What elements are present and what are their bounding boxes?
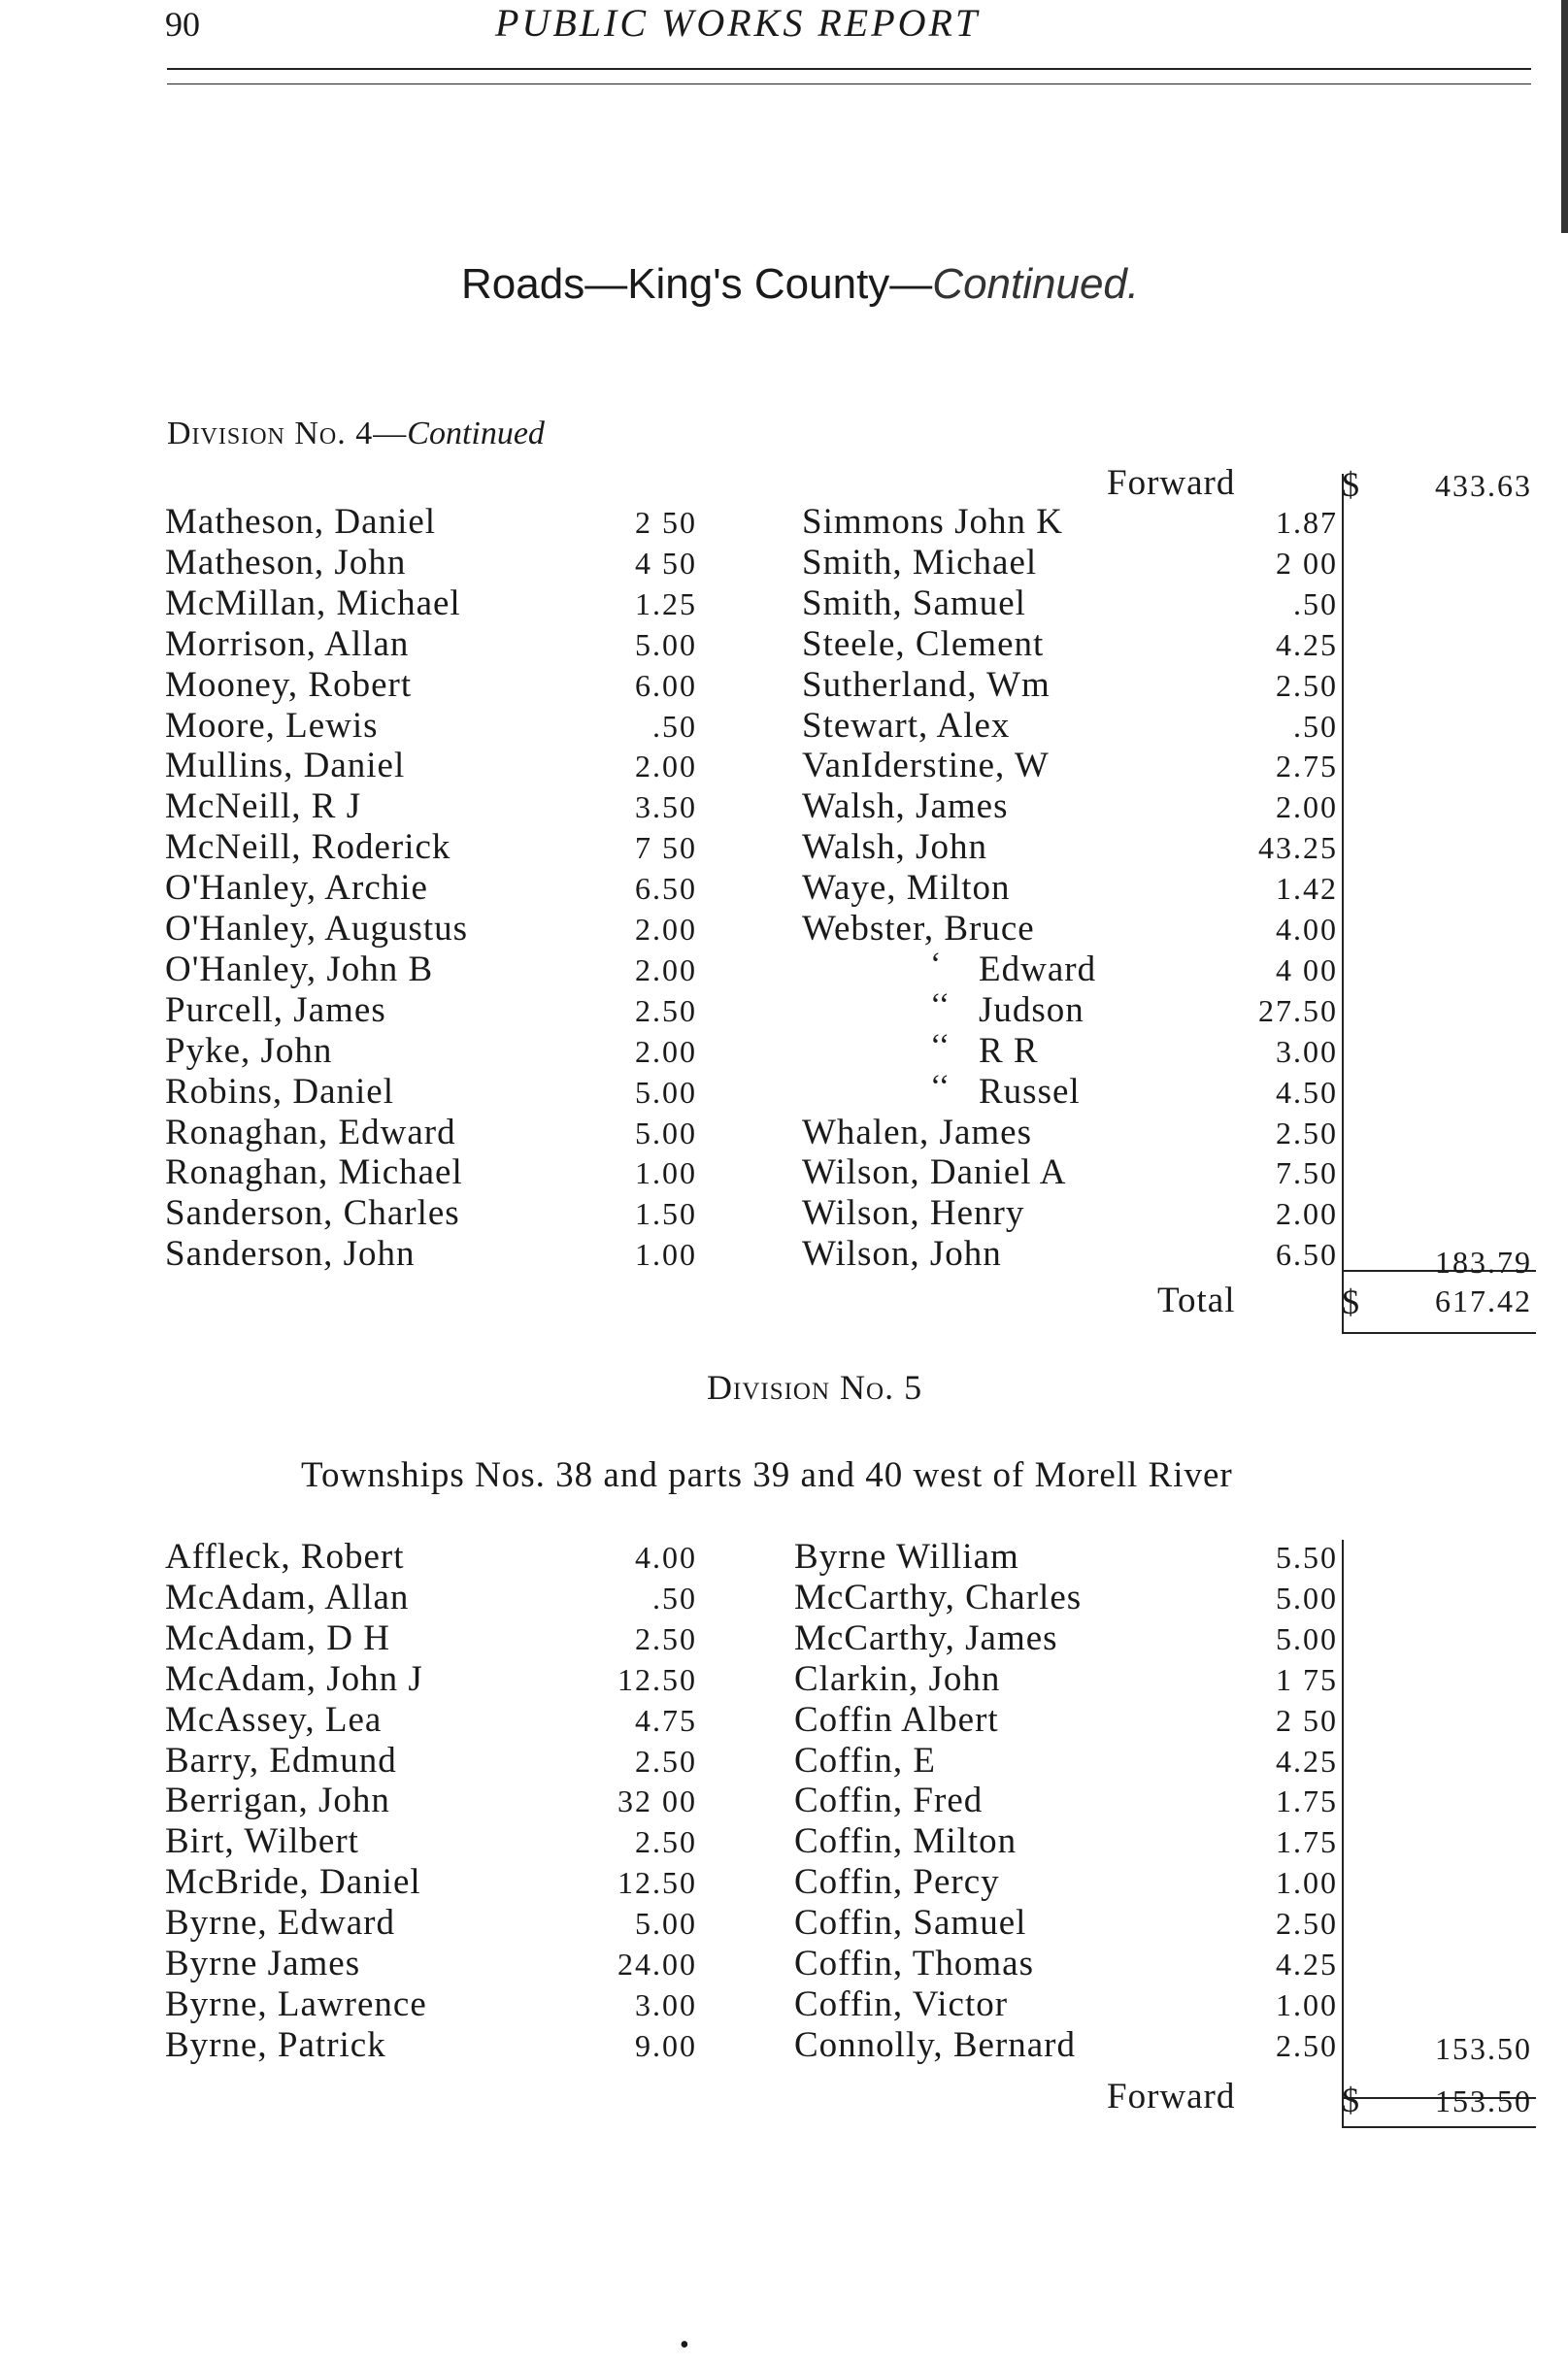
entry-amount: 4.75 xyxy=(635,1702,697,1738)
division-4-total-rule-vertical xyxy=(1342,1280,1344,1334)
entry-name: McAdam, Allan xyxy=(165,1577,410,1617)
entry-name: Affleck, Robert xyxy=(165,1537,405,1577)
division-4-total-amount: 617.42 xyxy=(1435,1283,1532,1318)
entry-name: Pyke, John xyxy=(165,1030,333,1071)
entry-amount: 7.50 xyxy=(1276,1155,1338,1191)
division-5-subheading: Townships Nos. 38 and parts 39 and 40 west of Morell River xyxy=(301,1455,1233,1495)
entry-amount: 27.50 xyxy=(1258,992,1338,1028)
entry-name: Byrne William xyxy=(794,1537,1019,1577)
entry-amount: 4.00 xyxy=(1276,912,1338,947)
entry-name: Coffin, E xyxy=(794,1740,937,1781)
page-number: 90 xyxy=(165,5,200,44)
entry-amount: 4 00 xyxy=(1276,951,1338,987)
entry-amount: 24.00 xyxy=(617,1947,697,1982)
division-4-total-dollar: $ xyxy=(1342,1283,1361,1321)
ditto-mark: ‘‘ xyxy=(930,1027,951,1064)
entry-amount: 2.75 xyxy=(1276,749,1338,784)
entry-amount: 1 75 xyxy=(1276,1661,1338,1697)
entry-amount: .50 xyxy=(1293,585,1338,621)
division-5-forward-rule xyxy=(1342,2126,1536,2128)
entry-name: Coffin, Victor xyxy=(794,1983,1009,2024)
division-5-heading: Division No. 5 xyxy=(707,1368,923,1407)
page-title xyxy=(461,260,1139,309)
entry-name: Sutherland, Wm xyxy=(802,664,1051,705)
entry-amount: 1.00 xyxy=(635,1237,697,1273)
entry-name: Stewart, Alex xyxy=(802,705,1011,746)
division-4-label: Division No. 4— xyxy=(167,416,408,451)
entry-amount: 1.00 xyxy=(1276,1986,1338,2022)
entry-name: Coffin Albert xyxy=(794,1699,999,1740)
entry-name: McMillan, Michael xyxy=(165,583,461,623)
entry-amount: .50 xyxy=(652,1580,697,1616)
entry-name: Coffin, Samuel xyxy=(794,1903,1027,1944)
entry-amount: 2.50 xyxy=(1276,2027,1338,2063)
entry-name: Robins, Daniel xyxy=(165,1071,394,1112)
entry-amount: 2.50 xyxy=(1276,1906,1338,1942)
entry-name: Wilson, Henry xyxy=(802,1193,1025,1234)
header-rule xyxy=(167,68,1531,70)
entry-name: Coffin, Milton xyxy=(794,1821,1018,1862)
division-5-forward-label: Forward xyxy=(1107,2077,1236,2116)
entry-amount: 5.50 xyxy=(1276,1540,1338,1575)
entry-name: O'Hanley, John B xyxy=(165,949,434,989)
entry-name: Sanderson, Charles xyxy=(165,1193,460,1234)
division-5-forward-rule-vertical xyxy=(1342,2078,1344,2128)
entry-name: Byrne, Edward xyxy=(165,1903,395,1944)
entry-amount: 5.00 xyxy=(1276,1620,1338,1656)
division-4-forward-dollar: $ xyxy=(1342,465,1361,504)
ditto-mark: ‘‘ xyxy=(930,986,951,1023)
division-4-continued: Continued xyxy=(407,416,545,451)
entry-amount: 4.00 xyxy=(635,1540,697,1575)
entry-name: Morrison, Allan xyxy=(165,623,410,664)
entry-name: O'Hanley, Augustus xyxy=(165,909,469,949)
running-head: PUBLIC WORKS REPORT xyxy=(495,1,981,45)
entry-amount: 2 50 xyxy=(635,505,697,540)
entry-amount: 2.50 xyxy=(1276,1115,1338,1150)
entry-name: Mullins, Daniel xyxy=(165,746,406,786)
entry-name: Mooney, Robert xyxy=(165,664,413,705)
entry-amount: 32 00 xyxy=(617,1783,697,1819)
entry-amount: 3.00 xyxy=(1276,1033,1338,1069)
entry-amount: 2.50 xyxy=(635,1620,697,1656)
entry-amount: 2.50 xyxy=(635,992,697,1028)
entry-name: Matheson, John xyxy=(165,542,407,583)
division-5-column-rule xyxy=(1342,1540,1344,2113)
entry-name: Edward xyxy=(979,949,1097,989)
entry-amount: 6.50 xyxy=(635,871,697,907)
entry-amount: 1.25 xyxy=(635,585,697,621)
division-5-subtotal: 153.50 xyxy=(1435,2031,1532,2066)
entry-name: Byrne, Patrick xyxy=(165,2024,386,2065)
entry-amount: 4.25 xyxy=(1276,626,1338,662)
entry-amount: 4.50 xyxy=(1276,1074,1338,1110)
entry-amount: .50 xyxy=(652,708,697,744)
entry-name: Smith, Samuel xyxy=(802,583,1026,623)
entry-name: Walsh, John xyxy=(802,827,987,868)
entry-name: Matheson, Daniel xyxy=(165,502,437,542)
entry-amount: 2.00 xyxy=(1276,789,1338,825)
division-4-forward-amount: 433.63 xyxy=(1435,468,1532,503)
entry-name: Byrne, Lawrence xyxy=(165,1983,427,2024)
entry-name: Connolly, Bernard xyxy=(794,2024,1077,2065)
entry-name: Webster, Bruce xyxy=(802,909,1035,949)
entry-amount: 1.87 xyxy=(1276,505,1338,540)
entry-amount: 2.00 xyxy=(635,912,697,947)
entry-name: Ronaghan, Michael xyxy=(165,1152,463,1193)
entry-name: Steele, Clement xyxy=(802,623,1045,664)
entry-name: Judson xyxy=(979,989,1084,1030)
entry-amount: 7 50 xyxy=(635,830,697,866)
entry-name: Walsh, James xyxy=(802,786,1009,827)
entry-amount: 2 00 xyxy=(1276,545,1338,581)
entry-name: McBride, Daniel xyxy=(165,1862,421,1903)
entry-amount: 43.25 xyxy=(1258,830,1338,866)
entry-amount: 1.75 xyxy=(1276,1783,1338,1819)
division-4-heading xyxy=(167,416,545,452)
page-edge-shadow xyxy=(1561,0,1568,233)
ditto-mark: ‘ xyxy=(930,946,942,983)
entry-amount: 2.00 xyxy=(635,1033,697,1069)
entry-name: Wilson, John xyxy=(802,1234,1002,1275)
entry-name: Berrigan, John xyxy=(165,1781,390,1821)
entry-amount: 5.00 xyxy=(635,1074,697,1110)
entry-amount: 2.50 xyxy=(635,1824,697,1860)
entry-name: McCarthy, James xyxy=(794,1617,1058,1658)
entry-amount: 1.42 xyxy=(1276,871,1338,907)
entry-name: Sanderson, John xyxy=(165,1234,416,1275)
entry-amount: 9.00 xyxy=(635,2027,697,2063)
entry-name: Moore, Lewis xyxy=(165,705,379,746)
entry-name: Coffin, Percy xyxy=(794,1862,1000,1903)
entry-amount: 12.50 xyxy=(617,1865,697,1901)
entry-name: Birt, Wilbert xyxy=(165,1821,359,1862)
entry-name: Smith, Michael xyxy=(802,542,1038,583)
entry-name: R R xyxy=(979,1030,1039,1071)
division-5-forward-dollar: $ xyxy=(1342,2081,1361,2119)
entry-name: Waye, Milton xyxy=(802,868,1011,909)
entry-amount: 4.25 xyxy=(1276,1743,1338,1779)
entry-amount: 4.25 xyxy=(1276,1947,1338,1982)
entry-amount: 5.00 xyxy=(1276,1580,1338,1616)
division-4-subtotal: 183.79 xyxy=(1435,1245,1532,1280)
division-5-forward-amount: 153.50 xyxy=(1435,2083,1532,2118)
entry-name: McNeill, Roderick xyxy=(165,827,451,868)
entry-amount: 2.00 xyxy=(635,749,697,784)
division-4-total-label: Total xyxy=(1157,1281,1236,1320)
entry-name: Byrne James xyxy=(165,1944,361,1983)
entry-name: Simmons John K xyxy=(802,502,1063,542)
entry-amount: .50 xyxy=(1293,708,1338,744)
ditto-mark: ‘‘ xyxy=(930,1068,951,1105)
entry-amount: 3.00 xyxy=(635,1986,697,2022)
entry-name: O'Hanley, Archie xyxy=(165,868,428,909)
entry-name: Clarkin, John xyxy=(794,1658,1001,1699)
entry-amount: 5.00 xyxy=(635,1115,697,1150)
entry-name: McAssey, Lea xyxy=(165,1699,383,1740)
entry-name: Coffin, Thomas xyxy=(794,1944,1034,1983)
entry-name: Wilson, Daniel A xyxy=(802,1152,1067,1193)
entry-name: Russel xyxy=(979,1071,1081,1112)
title-main: Roads—King's County— xyxy=(461,260,933,308)
entry-amount: 2.50 xyxy=(635,1743,697,1779)
entry-name: Purcell, James xyxy=(165,989,386,1030)
entry-amount: 1.75 xyxy=(1276,1824,1338,1860)
title-continued: Continued. xyxy=(932,260,1140,308)
entry-amount: 5.00 xyxy=(635,1906,697,1942)
entry-amount: 1.50 xyxy=(635,1196,697,1232)
division-4-forward-label: Forward xyxy=(1107,463,1236,503)
division-4-column-rule xyxy=(1342,474,1344,1280)
entry-name: Ronaghan, Edward xyxy=(165,1112,456,1152)
entry-amount: 4 50 xyxy=(635,545,697,581)
entry-amount: 2.50 xyxy=(1276,667,1338,703)
entry-amount: 2.00 xyxy=(1276,1196,1338,1232)
entry-name: McNeill, R J xyxy=(165,786,362,827)
entry-name: Coffin, Fred xyxy=(794,1781,984,1821)
entry-name: VanIderstine, W xyxy=(802,746,1050,786)
entry-name: Whalen, James xyxy=(802,1112,1032,1152)
entry-amount: 3.50 xyxy=(635,789,697,825)
entry-amount: 6.50 xyxy=(1276,1237,1338,1273)
entry-name: McAdam, D H xyxy=(165,1617,390,1658)
entry-name: Barry, Edmund xyxy=(165,1740,397,1781)
division-4-total-rule xyxy=(1342,1332,1536,1334)
entry-amount: 1.00 xyxy=(635,1155,697,1191)
entry-amount: 2 50 xyxy=(1276,1702,1338,1738)
entry-amount: 1.00 xyxy=(1276,1865,1338,1901)
entry-amount: 2.00 xyxy=(635,951,697,987)
entry-amount: 6.00 xyxy=(635,667,697,703)
footer-dot: • xyxy=(680,2330,689,2360)
header-rule-lower xyxy=(167,83,1531,84)
entry-name: McAdam, John J xyxy=(165,1658,423,1699)
entry-name: McCarthy, Charles xyxy=(794,1577,1083,1617)
entry-amount: 12.50 xyxy=(617,1661,697,1697)
entry-amount: 5.00 xyxy=(635,626,697,662)
